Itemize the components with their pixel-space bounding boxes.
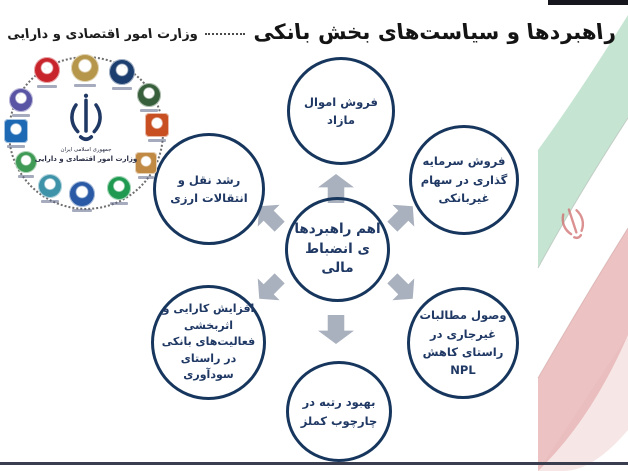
slide-title: راهبردها و سیاست‌های بخش بانکی (252, 19, 618, 44)
emblem-captions (26, 146, 146, 165)
emblem-country-line: جمهوری اسلامی ایران (60, 147, 112, 153)
bank-logo-navy-round (109, 59, 135, 85)
arrow-down-icon (318, 315, 354, 344)
bank-logo-teal-rosette (38, 174, 62, 198)
ministry-emblem-cluster (0, 52, 172, 214)
bank-logo-indigo-round (9, 88, 33, 112)
diagram-node-camels-rating: بهبود رتبه در چارچوب کملز (286, 361, 392, 462)
header-dotted-line (205, 33, 245, 35)
iran-flag-ribbon (533, 0, 628, 471)
diagram-node-efficiency: افزایش کارایی و اثربخشی فعالیت‌های بانکی در راستای سودآوری (151, 285, 266, 400)
ministry-title: وزارت امور اقتصادی و دارایی (6, 27, 199, 42)
bank-logo-blue-round (69, 181, 95, 207)
diagram-node-surplus-assets: فروش اموال مازاد (287, 57, 395, 165)
diagram-node-nonbank-shares: فروش سرمایه گذاری در سهام غیربانکی (409, 125, 519, 235)
bottom-rule (0, 462, 628, 465)
bank-logo-dark-green-crest (137, 83, 161, 107)
bank-logo-gold-crest (71, 54, 99, 82)
diagram-center-circle: اهم راهبردها ی انضباط مالی (285, 197, 390, 302)
emblem-ministry-line: وزارت امور اقتصادی و دارایی (34, 155, 138, 164)
header (6, 4, 618, 46)
diagram-node-currency-transfers: رشد نقل و انتقالات ارزی (153, 133, 265, 245)
top-right-black-strip (548, 0, 628, 5)
bank-logo-blue-h (4, 119, 28, 143)
iran-emblem-icon (62, 92, 110, 144)
diagram-node-npl-reduction: وصول مطالبات غیرجاری در راستای کاهش NPL (407, 287, 519, 399)
bank-logo-red-emblem (34, 57, 60, 83)
bank-logo-orange-arch (145, 113, 169, 137)
bank-logo-green-round (107, 176, 131, 200)
arrow-lower-right-icon (381, 267, 423, 309)
